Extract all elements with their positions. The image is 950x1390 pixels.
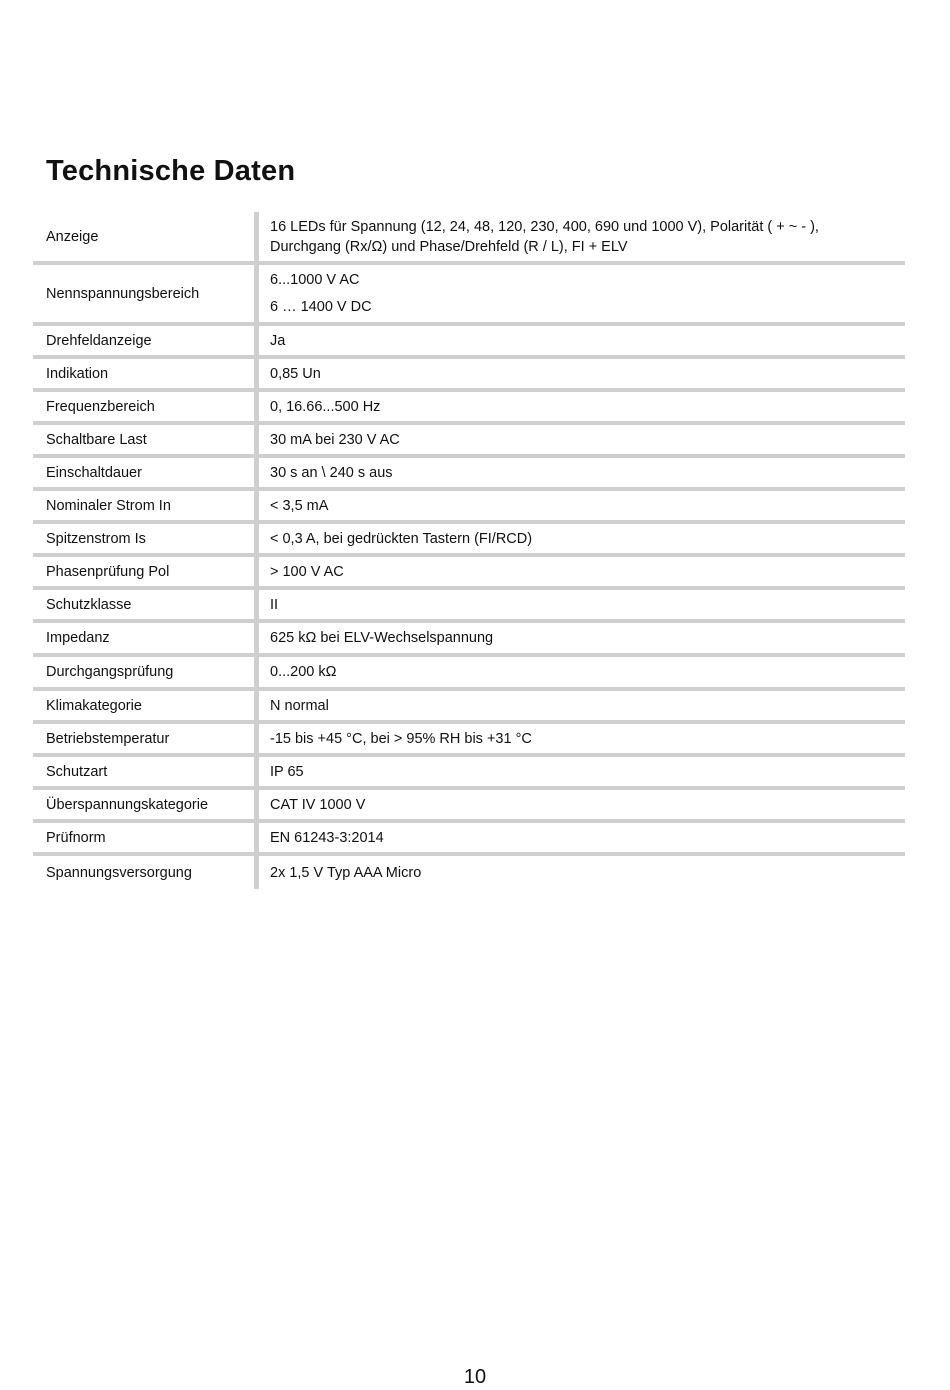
spec-label: Indikation (46, 365, 109, 382)
spec-value (259, 790, 905, 819)
spec-value (259, 657, 905, 687)
spec-value (259, 590, 905, 619)
spec-value-line: 0...200 kΩ (270, 664, 337, 680)
spec-value (259, 757, 905, 786)
spec-value (259, 425, 905, 454)
spec-label: Klimakategorie (46, 697, 142, 714)
spec-row (33, 790, 905, 823)
spec-value (259, 691, 905, 720)
spec-value-line: N normal (270, 697, 329, 714)
spec-value-line: Ja (270, 332, 286, 349)
spec-value-line: II (270, 596, 279, 613)
spec-label: Schaltbare Last (46, 431, 147, 448)
spec-value (259, 524, 905, 553)
spec-row (33, 392, 905, 425)
spec-label: Impedanz (46, 630, 110, 646)
spec-row (33, 757, 905, 790)
spec-label: Prüfnorm (46, 829, 106, 846)
spec-label: Drehfeldanzeige (46, 332, 152, 349)
spec-value-line: 0, 16.66...500 Hz (270, 398, 381, 415)
page-title: Technische Daten (46, 155, 296, 187)
spec-value-line: EN 61243-3:2014 (270, 829, 384, 846)
spec-row (33, 524, 905, 557)
spec-row (33, 590, 905, 623)
spec-value (259, 359, 905, 388)
spec-label: Spannungsversorgung (46, 864, 192, 881)
spec-value-line: > 100 V AC (270, 563, 344, 580)
spec-value (259, 724, 905, 753)
spec-value-line: -15 bis +45 °C, bei > 95% RH bis +31 °C (270, 730, 532, 747)
spec-value-line: < 0,3 A, bei gedrückten Tastern (FI/RCD) (270, 530, 533, 547)
spec-row (33, 425, 905, 458)
spec-value (259, 392, 905, 421)
spec-label: Schutzklasse (46, 596, 132, 613)
spec-value (259, 856, 905, 889)
spec-value-line: IP 65 (270, 763, 304, 780)
spec-row (33, 623, 905, 657)
spec-row (33, 557, 905, 590)
spec-row (33, 491, 905, 524)
spec-row (33, 657, 905, 691)
spec-value-line: 0,85 Un (270, 365, 321, 382)
spec-value-line: 30 s an \ 240 s aus (270, 464, 393, 481)
spec-label: Nennspannungsbereich (46, 285, 200, 302)
spec-value (259, 265, 905, 322)
spec-value-line: < 3,5 mA (270, 497, 329, 514)
spec-value-line: CAT IV 1000 V (270, 796, 366, 813)
spec-label: Frequenzbereich (46, 398, 155, 415)
spec-row (33, 724, 905, 757)
spec-value-line: 6...1000 V AC (270, 272, 360, 288)
spec-label: Überspannungskategorie (46, 796, 209, 813)
spec-label: Spitzenstrom Is (46, 530, 146, 547)
spec-value-line: 625 kΩ bei ELV-Wechselspannung (270, 630, 494, 646)
spec-value (259, 557, 905, 586)
spec-row (33, 856, 905, 889)
spec-value (259, 326, 905, 355)
spec-row (33, 359, 905, 392)
spec-value (259, 623, 905, 653)
spec-table (33, 212, 905, 889)
spec-value (259, 491, 905, 520)
spec-row (33, 212, 905, 265)
spec-label: Schutzart (46, 763, 108, 780)
spec-label: Betriebstemperatur (46, 730, 170, 747)
spec-value-line: 16 LEDs für Spannung (12, 24, 48, 120, 230, 400, 690 und 1000 V), Polarität ( + ~ - ), (270, 218, 819, 235)
page-number: 10 (463, 1366, 487, 1388)
spec-label: Einschaltdauer (46, 464, 142, 481)
spec-value (259, 823, 905, 852)
spec-value (259, 458, 905, 487)
spec-row (33, 265, 905, 326)
spec-label: Durchgangsprüfung (46, 664, 174, 680)
spec-label: Anzeige (46, 228, 99, 245)
spec-value-line: Durchgang (Rx/Ω) und Phase/Drehfeld (R / L), FI + ELV (270, 238, 628, 255)
spec-row (33, 823, 905, 856)
spec-value (259, 212, 905, 261)
spec-row (33, 458, 905, 491)
spec-value-line: 6 … 1400 V DC (270, 299, 372, 315)
spec-label: Phasenprüfung Pol (46, 563, 170, 580)
spec-row (33, 326, 905, 359)
spec-value-line: 30 mA bei 230 V AC (270, 431, 400, 448)
spec-label: Nominaler Strom In (46, 497, 171, 514)
spec-value-line: 2x 1,5 V Typ AAA Micro (270, 864, 422, 881)
spec-row (33, 691, 905, 724)
